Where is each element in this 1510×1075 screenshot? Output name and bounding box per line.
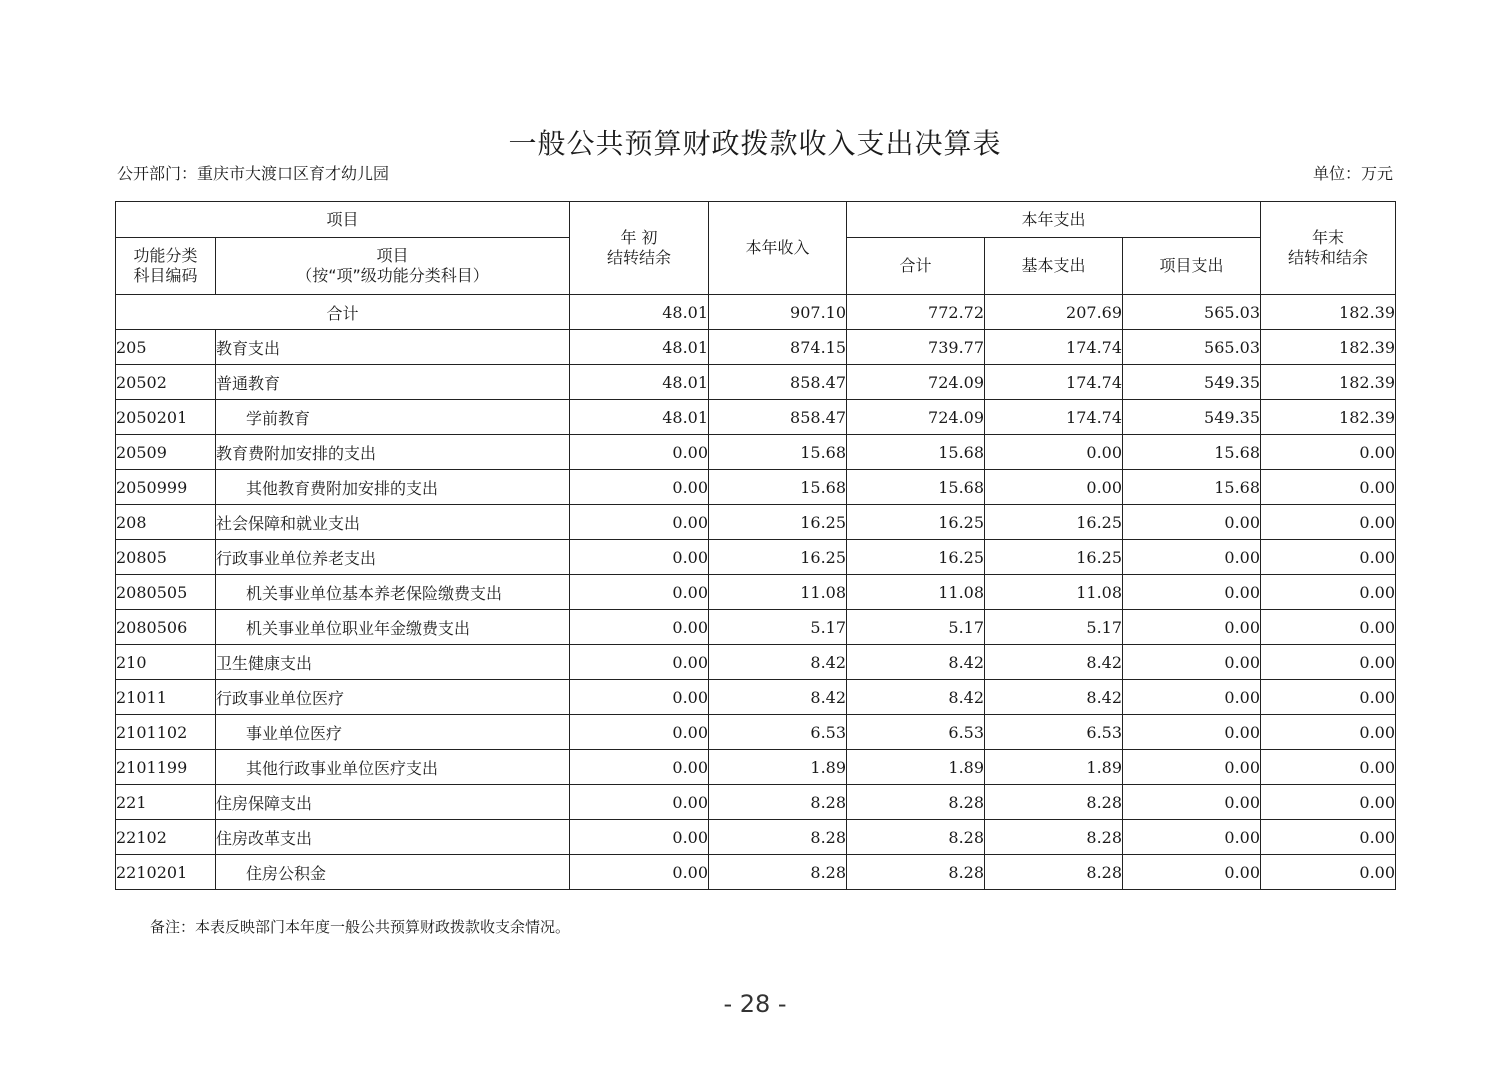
row-expense-total: 16.25: [847, 540, 985, 575]
row-name: 教育支出: [216, 330, 570, 365]
row-expense-total: 16.25: [847, 505, 985, 540]
row-end-balance: 0.00: [1261, 855, 1396, 890]
row-end-balance: 0.00: [1261, 540, 1396, 575]
row-income: 1.89: [709, 750, 847, 785]
row-expense-project: 0.00: [1123, 680, 1261, 715]
row-begin-balance: 0.00: [570, 680, 709, 715]
table-row: [116, 855, 1396, 890]
row-name: 普通教育: [216, 365, 570, 400]
row-code: 210: [116, 645, 216, 680]
row-end-balance: 0.00: [1261, 820, 1396, 855]
header-income: 本年收入: [709, 202, 847, 295]
row-expense-basic: 16.25: [985, 540, 1123, 575]
row-code: 2210201: [116, 855, 216, 890]
table-row: [116, 400, 1396, 435]
total-expense-project: 565.03: [1123, 295, 1261, 330]
header-expense-project: 项目支出: [1123, 238, 1261, 295]
row-expense-project: 549.35: [1123, 365, 1261, 400]
table-row: [116, 365, 1396, 400]
row-begin-balance: 0.00: [570, 645, 709, 680]
row-expense-basic: 174.74: [985, 365, 1123, 400]
table-row: [116, 505, 1396, 540]
row-expense-total: 8.28: [847, 820, 985, 855]
row-income: 15.68: [709, 435, 847, 470]
header-item-name-line2: （按“项”级功能分类科目）: [296, 266, 489, 285]
row-expense-project: 0.00: [1123, 505, 1261, 540]
row-end-balance: 0.00: [1261, 680, 1396, 715]
row-income: 8.28: [709, 820, 847, 855]
row-expense-total: 8.42: [847, 680, 985, 715]
row-expense-project: 0.00: [1123, 750, 1261, 785]
row-name: 社会保障和就业支出: [216, 505, 570, 540]
row-begin-balance: 0.00: [570, 750, 709, 785]
row-expense-total: 1.89: [847, 750, 985, 785]
row-name: 教育费附加安排的支出: [216, 435, 570, 470]
row-code: 2101199: [116, 750, 216, 785]
row-name: 住房改革支出: [216, 820, 570, 855]
row-expense-total: 6.53: [847, 715, 985, 750]
table-row: [116, 435, 1396, 470]
row-begin-balance: 0.00: [570, 470, 709, 505]
row-expense-project: 0.00: [1123, 610, 1261, 645]
total-begin: 48.01: [570, 295, 709, 330]
row-name: 住房保障支出: [216, 785, 570, 820]
row-expense-project: 0.00: [1123, 645, 1261, 680]
department-label: 公开部门：重庆市大渡口区育才幼儿园: [117, 164, 390, 183]
row-code: 21011: [116, 680, 216, 715]
page-number: - 28 -: [723, 990, 787, 1018]
row-income: 16.25: [709, 540, 847, 575]
header-func-code: [116, 238, 216, 295]
row-expense-basic: 16.25: [985, 505, 1123, 540]
row-expense-basic: 0.00: [985, 435, 1123, 470]
page-title: 一般公共预算财政拨款收入支出决算表: [508, 127, 1002, 160]
row-income: 15.68: [709, 470, 847, 505]
table-row: [116, 680, 1396, 715]
footnote: 备注：本表反映部门本年度一般公共预算财政拨款收支余情况。: [150, 918, 571, 936]
row-begin-balance: 48.01: [570, 330, 709, 365]
row-expense-total: 724.09: [847, 400, 985, 435]
row-expense-project: 0.00: [1123, 785, 1261, 820]
header-expense-group: 本年支出: [847, 202, 1261, 238]
row-code: 20509: [116, 435, 216, 470]
row-code: 20502: [116, 365, 216, 400]
row-income: 874.15: [709, 330, 847, 365]
row-income: 8.42: [709, 680, 847, 715]
row-expense-total: 8.28: [847, 855, 985, 890]
row-income: 5.17: [709, 610, 847, 645]
row-income: 11.08: [709, 575, 847, 610]
table-row: [116, 785, 1396, 820]
row-end-balance: 182.39: [1261, 330, 1396, 365]
row-expense-total: 5.17: [847, 610, 985, 645]
row-begin-balance: 0.00: [570, 610, 709, 645]
row-expense-project: 0.00: [1123, 540, 1261, 575]
table-row: [116, 330, 1396, 365]
row-expense-basic: 5.17: [985, 610, 1123, 645]
header-expense-basic: 基本支出: [985, 238, 1123, 295]
row-code: 205: [116, 330, 216, 365]
row-income: 16.25: [709, 505, 847, 540]
row-income: 8.42: [709, 645, 847, 680]
row-expense-basic: 8.42: [985, 680, 1123, 715]
row-expense-project: 0.00: [1123, 820, 1261, 855]
row-expense-total: 11.08: [847, 575, 985, 610]
total-end: 182.39: [1261, 295, 1396, 330]
row-begin-balance: 0.00: [570, 855, 709, 890]
row-income: 858.47: [709, 400, 847, 435]
row-code: 2050201: [116, 400, 216, 435]
header-end-balance: [1261, 202, 1396, 295]
header-item-group: 项目: [116, 202, 570, 238]
row-code: 208: [116, 505, 216, 540]
row-end-balance: 0.00: [1261, 505, 1396, 540]
table-row: [116, 645, 1396, 680]
total-income: 907.10: [709, 295, 847, 330]
row-end-balance: 182.39: [1261, 400, 1396, 435]
row-expense-basic: 174.74: [985, 400, 1123, 435]
row-name: 学前教育: [216, 400, 570, 435]
row-expense-basic: 6.53: [985, 715, 1123, 750]
row-income: 8.28: [709, 855, 847, 890]
row-end-balance: 0.00: [1261, 750, 1396, 785]
row-code: 22102: [116, 820, 216, 855]
row-expense-project: 15.68: [1123, 435, 1261, 470]
row-expense-basic: 0.00: [985, 470, 1123, 505]
row-end-balance: 0.00: [1261, 435, 1396, 470]
row-expense-project: 15.68: [1123, 470, 1261, 505]
budget-table: [115, 201, 1396, 890]
row-end-balance: 0.00: [1261, 575, 1396, 610]
row-end-balance: 0.00: [1261, 715, 1396, 750]
row-name: 卫生健康支出: [216, 645, 570, 680]
row-name: 机关事业单位职业年金缴费支出: [216, 610, 570, 645]
row-end-balance: 182.39: [1261, 365, 1396, 400]
row-expense-total: 8.42: [847, 645, 985, 680]
row-name: 行政事业单位医疗: [216, 680, 570, 715]
header-end-balance-line1: 年末: [1312, 228, 1345, 247]
table-row: [116, 820, 1396, 855]
row-begin-balance: 0.00: [570, 575, 709, 610]
row-end-balance: 0.00: [1261, 610, 1396, 645]
header-end-balance-line2: 结转和结余: [1288, 248, 1369, 267]
row-begin-balance: 0.00: [570, 820, 709, 855]
row-begin-balance: 0.00: [570, 540, 709, 575]
row-end-balance: 0.00: [1261, 645, 1396, 680]
row-expense-total: 724.09: [847, 365, 985, 400]
header-expense-total: 合计: [847, 238, 985, 295]
table-row: [116, 540, 1396, 575]
header-begin-balance-line2: 结转结余: [607, 248, 672, 267]
row-expense-basic: 8.28: [985, 785, 1123, 820]
row-expense-project: 565.03: [1123, 330, 1261, 365]
row-expense-basic: 11.08: [985, 575, 1123, 610]
row-income: 8.28: [709, 785, 847, 820]
table-row: [116, 610, 1396, 645]
row-income: 6.53: [709, 715, 847, 750]
total-row: [116, 295, 1396, 330]
header-item-name: [216, 238, 570, 295]
total-label: 合计: [116, 295, 570, 330]
row-expense-basic: 8.28: [985, 820, 1123, 855]
row-begin-balance: 48.01: [570, 400, 709, 435]
row-expense-total: 739.77: [847, 330, 985, 365]
table-body: [116, 295, 1396, 890]
header-item-name-line1: 项目: [376, 246, 409, 265]
table-row: [116, 750, 1396, 785]
row-code: 2101102: [116, 715, 216, 750]
row-begin-balance: 0.00: [570, 715, 709, 750]
row-expense-project: 549.35: [1123, 400, 1261, 435]
row-begin-balance: 48.01: [570, 365, 709, 400]
row-expense-project: 0.00: [1123, 855, 1261, 890]
row-expense-project: 0.00: [1123, 715, 1261, 750]
row-code: 221: [116, 785, 216, 820]
row-code: 20805: [116, 540, 216, 575]
row-expense-basic: 8.28: [985, 855, 1123, 890]
table-row: [116, 715, 1396, 750]
header-begin-balance-line1: 年 初: [620, 228, 658, 247]
header-func-code-line2: 科目编码: [133, 266, 198, 285]
row-name: 其他行政事业单位医疗支出: [216, 750, 570, 785]
row-code: 2050999: [116, 470, 216, 505]
row-end-balance: 0.00: [1261, 470, 1396, 505]
row-name: 其他教育费附加安排的支出: [216, 470, 570, 505]
header-begin-balance: [570, 202, 709, 295]
row-code: 2080506: [116, 610, 216, 645]
unit-label: 单位：万元: [1312, 164, 1393, 183]
table-row: [116, 470, 1396, 505]
row-name: 机关事业单位基本养老保险缴费支出: [216, 575, 570, 610]
table-row: [116, 575, 1396, 610]
row-expense-project: 0.00: [1123, 575, 1261, 610]
row-begin-balance: 0.00: [570, 505, 709, 540]
row-expense-basic: 1.89: [985, 750, 1123, 785]
row-end-balance: 0.00: [1261, 785, 1396, 820]
header-func-code-line1: 功能分类: [133, 246, 198, 265]
row-expense-total: 15.68: [847, 435, 985, 470]
row-begin-balance: 0.00: [570, 435, 709, 470]
total-expense-total: 772.72: [847, 295, 985, 330]
row-code: 2080505: [116, 575, 216, 610]
row-income: 858.47: [709, 365, 847, 400]
row-name: 住房公积金: [216, 855, 570, 890]
row-expense-total: 15.68: [847, 470, 985, 505]
row-name: 行政事业单位养老支出: [216, 540, 570, 575]
row-expense-total: 8.28: [847, 785, 985, 820]
total-expense-basic: 207.69: [985, 295, 1123, 330]
row-expense-basic: 8.42: [985, 645, 1123, 680]
row-begin-balance: 0.00: [570, 785, 709, 820]
row-expense-basic: 174.74: [985, 330, 1123, 365]
row-name: 事业单位医疗: [216, 715, 570, 750]
